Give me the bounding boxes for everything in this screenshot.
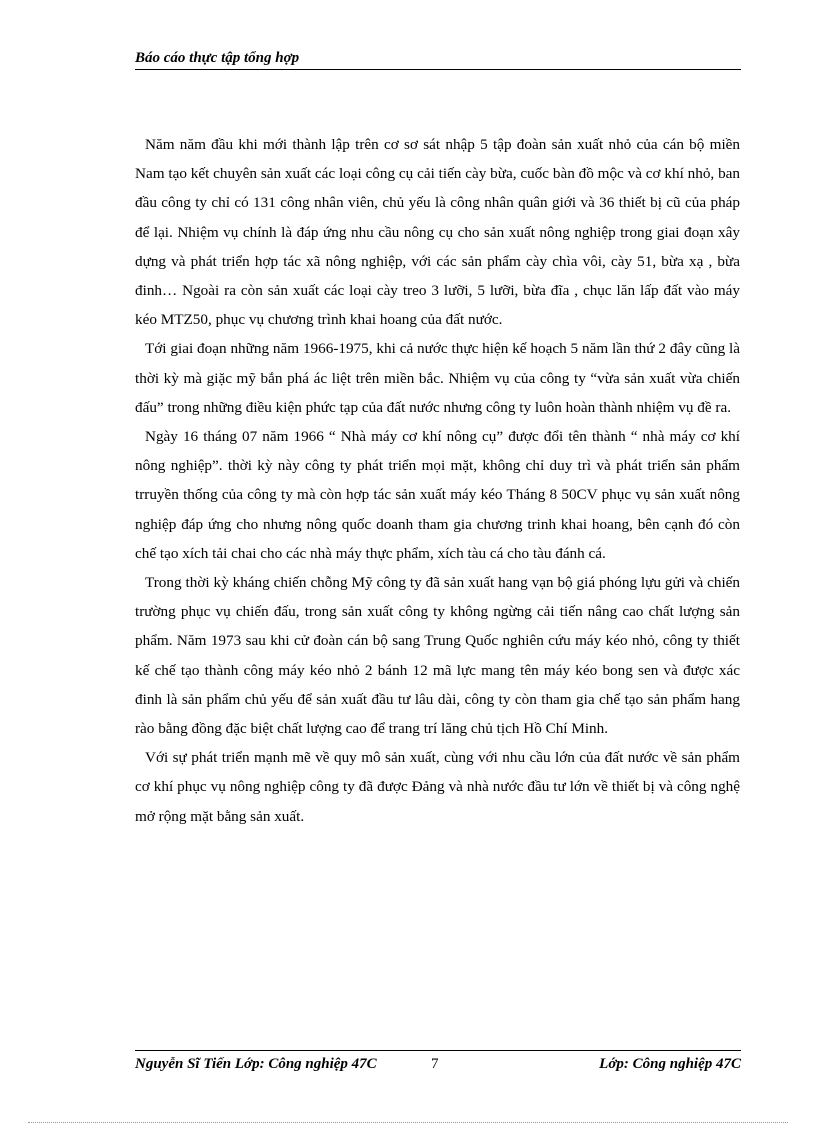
paragraph: Tới giai đoạn những năm 1966-1975, khi cả nước thực hiện kế hoạch 5 năm lần thứ 2 đây cũng là thời kỳ mà giặc mỹ bắn phá ác liệt trên miền bắc. Nhiệm vụ của công ty “vừa sản xuất vừa chiến đấu” trong những điều kiện phức tạp của đất nước nhưng công ty luôn hoàn thành nhiệm vụ đề ra. [135,340,740,416]
paragraph: Năm năm đầu khi mới thành lập trên cơ sơ sát nhập 5 tập đoàn sản xuất nhỏ của cán bộ miền Nam tạo kết chuyên sản xuất các loại công cụ cải tiến cày bừa, cuốc bàn đồ mộc và cơ khí nhỏ, ban đầu công ty chỉ có 131 công nhân viên, chủ yếu là công nhân quân giới và 36 thiết bị cũ của pháp để lại. Nhiệm vụ chính là đáp ứng nhu cầu nông cụ cho sản xuất nông nghiệp trong giai đoạn xây dựng và phát triển hợp tác xã nông nghiệp, với các sản phẩm cày chìa vôi, cày 51, bừa xạ , bừa đinh… Ngoài ra còn sản xuất các loại cày treo 3 lưỡi, 5 lưỡi, bừa đĩa , chục lăn lấp đất vào máy kéo MTZ50, phục vụ chương trình khai hoang của đất nước. [135,136,740,329]
header-title: Báo cáo thực tập tổng hợp [135,50,300,66]
paragraph: Ngày 16 tháng 07 năm 1966 “ Nhà máy cơ khí nông cụ” được đổi tên thành “ nhà máy cơ khí nông nghiệp”. thời kỳ này công ty phát triển mọi mặt, không chỉ duy trì và phát triển sản phẩm trruyền thống của công ty mà còn hợp tác sản xuất máy kéo Tháng 8 50CV phục vụ sản xuất nông nghiệp đáp ứng cho nhưng nông quốc doanh tham gia chương trinh khai hoang, bên cạnh đó còn chế tạo xích tải chai cho các nhà máy thực phẩm, xích tàu cá cho tàu đánh cá. [135,428,740,562]
paragraph: Trong thời kỳ kháng chiến chỗng Mỹ công ty đã sản xuất hang vạn bộ giá phóng lựu gửi và chiến trường phục vụ chiến đấu, trong sản xuất công ty không ngừng cải tiến nâng cao chất lượng sản phẩm. Năm 1973 sau khi cử đoàn cán bộ sang Trung Quốc nghiên cứu máy kéo nhỏ, công ty thiết kế chế tạo thành công máy kéo nhỏ 2 bánh 12 mã lực mang tên máy kéo bong sen và được xác đinh là sản phẩm chủ yếu để sản xuất đầu tư lâu dài, công ty còn tham gia chế tạo sản phẩm hang rào bằng đồng đặc biệt chất lượng cao để trang trí lăng chủ tịch Hồ Chí Minh. [135,574,740,738]
page-number: 7 [431,1056,439,1072]
document-body [135,130,740,831]
footer-divider [135,1050,741,1051]
footer-author: Nguyễn Sĩ Tiến Lớp: Công nghiệp 47C [135,1056,377,1072]
footer-class: Lớp: Công nghiệp 47C [599,1056,741,1072]
page-header [135,50,741,70]
paragraph: Với sự phát triển mạnh mẽ về quy mô sản xuất, cùng với nhu cầu lớn của đất nước về sản phẩm cơ khí phục vụ nông nghiệp công ty đã được Đảng và nhà nước đầu tư lớn về thiết bị và công nghệ mở rộng mặt bằng sản xuất. [135,749,740,825]
